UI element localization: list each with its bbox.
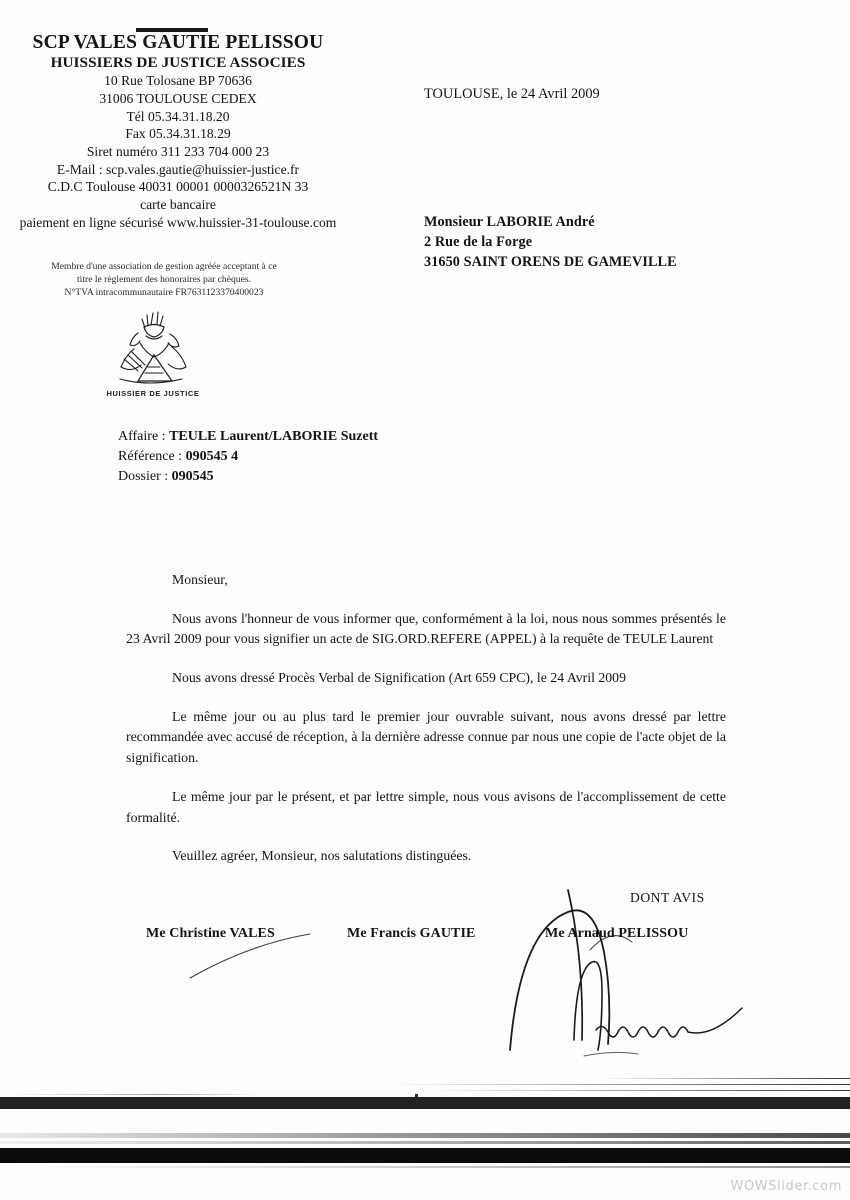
dont-avis-label: DONT AVIS — [630, 890, 705, 905]
letter-body — [126, 570, 726, 885]
case-reference-label: Référence : — [118, 449, 183, 465]
association-note-line-1: Membre d'une association de gestion agréée acceptant à ce — [51, 261, 277, 272]
scan-gray-band — [0, 1166, 850, 1168]
firm-online-payment: paiement en ligne sécurisé www.huissier-31-toulouse.com — [19, 214, 337, 230]
case-reference-row — [118, 447, 378, 467]
association-note-line-2: titre le règlement des honoraires par chèques. — [77, 274, 251, 286]
case-affaire-value: TEULE Laurent/LABORIE Suzett — [169, 429, 379, 444]
case-dossier-label: Dossier : — [118, 469, 169, 485]
firm-subtitle: HUISSIERS DE JUSTICE ASSOCIES — [50, 54, 306, 72]
case-dossier-row — [118, 467, 378, 487]
firm-phone: Tél 05.34.31.18.20 — [126, 108, 230, 124]
scan-artifacts — [0, 1062, 850, 1200]
firm-address-line-1: 10 Rue Tolosane BP 70636 — [104, 73, 252, 89]
recipient-name: Monsieur LABORIE André — [424, 214, 595, 230]
firm-card-payment: carte bancaire — [140, 196, 216, 212]
watermark: WOWSlider.com — [730, 1179, 842, 1194]
scan-streak — [10, 1094, 260, 1095]
firm-fax: Fax 05.34.31.18.29 — [125, 126, 231, 142]
body-paragraph-3: Le même jour ou au plus tard le premier jour ouvrable suivant, nous avons dressé par lettre recommandée avec accusé de réception, à la dernière adresse connue par nous une copie de l'acte objet de la signification. — [126, 708, 726, 766]
recipient-street: 2 Rue de la Forge — [424, 234, 533, 251]
case-dossier-value: 090545 — [171, 469, 214, 485]
scan-gray-band — [0, 1141, 850, 1144]
case-reference-block — [118, 427, 378, 487]
scan-streak — [600, 1078, 850, 1079]
scan-black-band — [0, 1097, 850, 1109]
signer-name-gautie: Me Francis GAUTIE — [347, 926, 476, 941]
signer-name-pelissou: Me Arnaud PELISSOU — [545, 926, 689, 941]
body-paragraph-1: Nous avons l'honneur de vous informer que, conformément à la loi, nous nous sommes présentés le 23 Avril 2009 pour vous signifier un acte de SIG.ORD.REFERE (APPEL) à la requête de TEULE Laurent — [126, 610, 726, 647]
recipient-address — [424, 212, 677, 272]
firm-siret: Siret numéro 311 233 704 000 23 — [86, 143, 270, 159]
case-affaire-row — [118, 427, 378, 447]
body-paragraph-2: Nous avons dressé Procès Verbal de Signification (Art 659 CPC), le 24 Avril 2009 — [172, 670, 626, 686]
case-reference-value: 090545 4 — [185, 449, 239, 465]
association-note — [14, 260, 314, 300]
firm-bank-account: C.D.C Toulouse 40031 00001 0000326521N 33 — [47, 179, 309, 195]
recipient-city: 31650 SAINT ORENS DE GAMEVILLE — [424, 254, 677, 271]
case-affaire-label: Affaire : — [118, 429, 166, 444]
body-paragraph-4: Le même jour par le présent, et par lettre simple, nous vous avisons de l'accomplissement de cette formalité. — [126, 788, 726, 825]
body-closing: Veuillez agréer, Monsieur, nos salutations distinguées. — [172, 848, 472, 864]
huissier-seal-icon — [98, 303, 208, 408]
seal-caption: HUISSIER DE JUSTICE — [106, 389, 200, 398]
firm-email: E-Mail : scp.vales.gautie@huissier-justice.fr — [56, 161, 300, 177]
scan-streak — [390, 1084, 850, 1085]
firm-name: SCP VALES GAUTIE PELISSOU — [32, 32, 324, 53]
signer-name-vales: Me Christine VALES — [146, 926, 275, 941]
scan-streak — [430, 1090, 850, 1091]
city-date: TOULOUSE, le 24 Avril 2009 — [424, 86, 600, 102]
firm-address-line-2: 31006 TOULOUSE CEDEX — [99, 90, 257, 106]
letterhead — [18, 28, 338, 231]
body-salutation: Monsieur, — [172, 572, 228, 587]
scan-black-band — [0, 1148, 850, 1163]
scan-gray-band — [0, 1133, 850, 1138]
association-vat-number: N°TVA intracommunautaire FR7631123370400023 — [64, 287, 264, 299]
